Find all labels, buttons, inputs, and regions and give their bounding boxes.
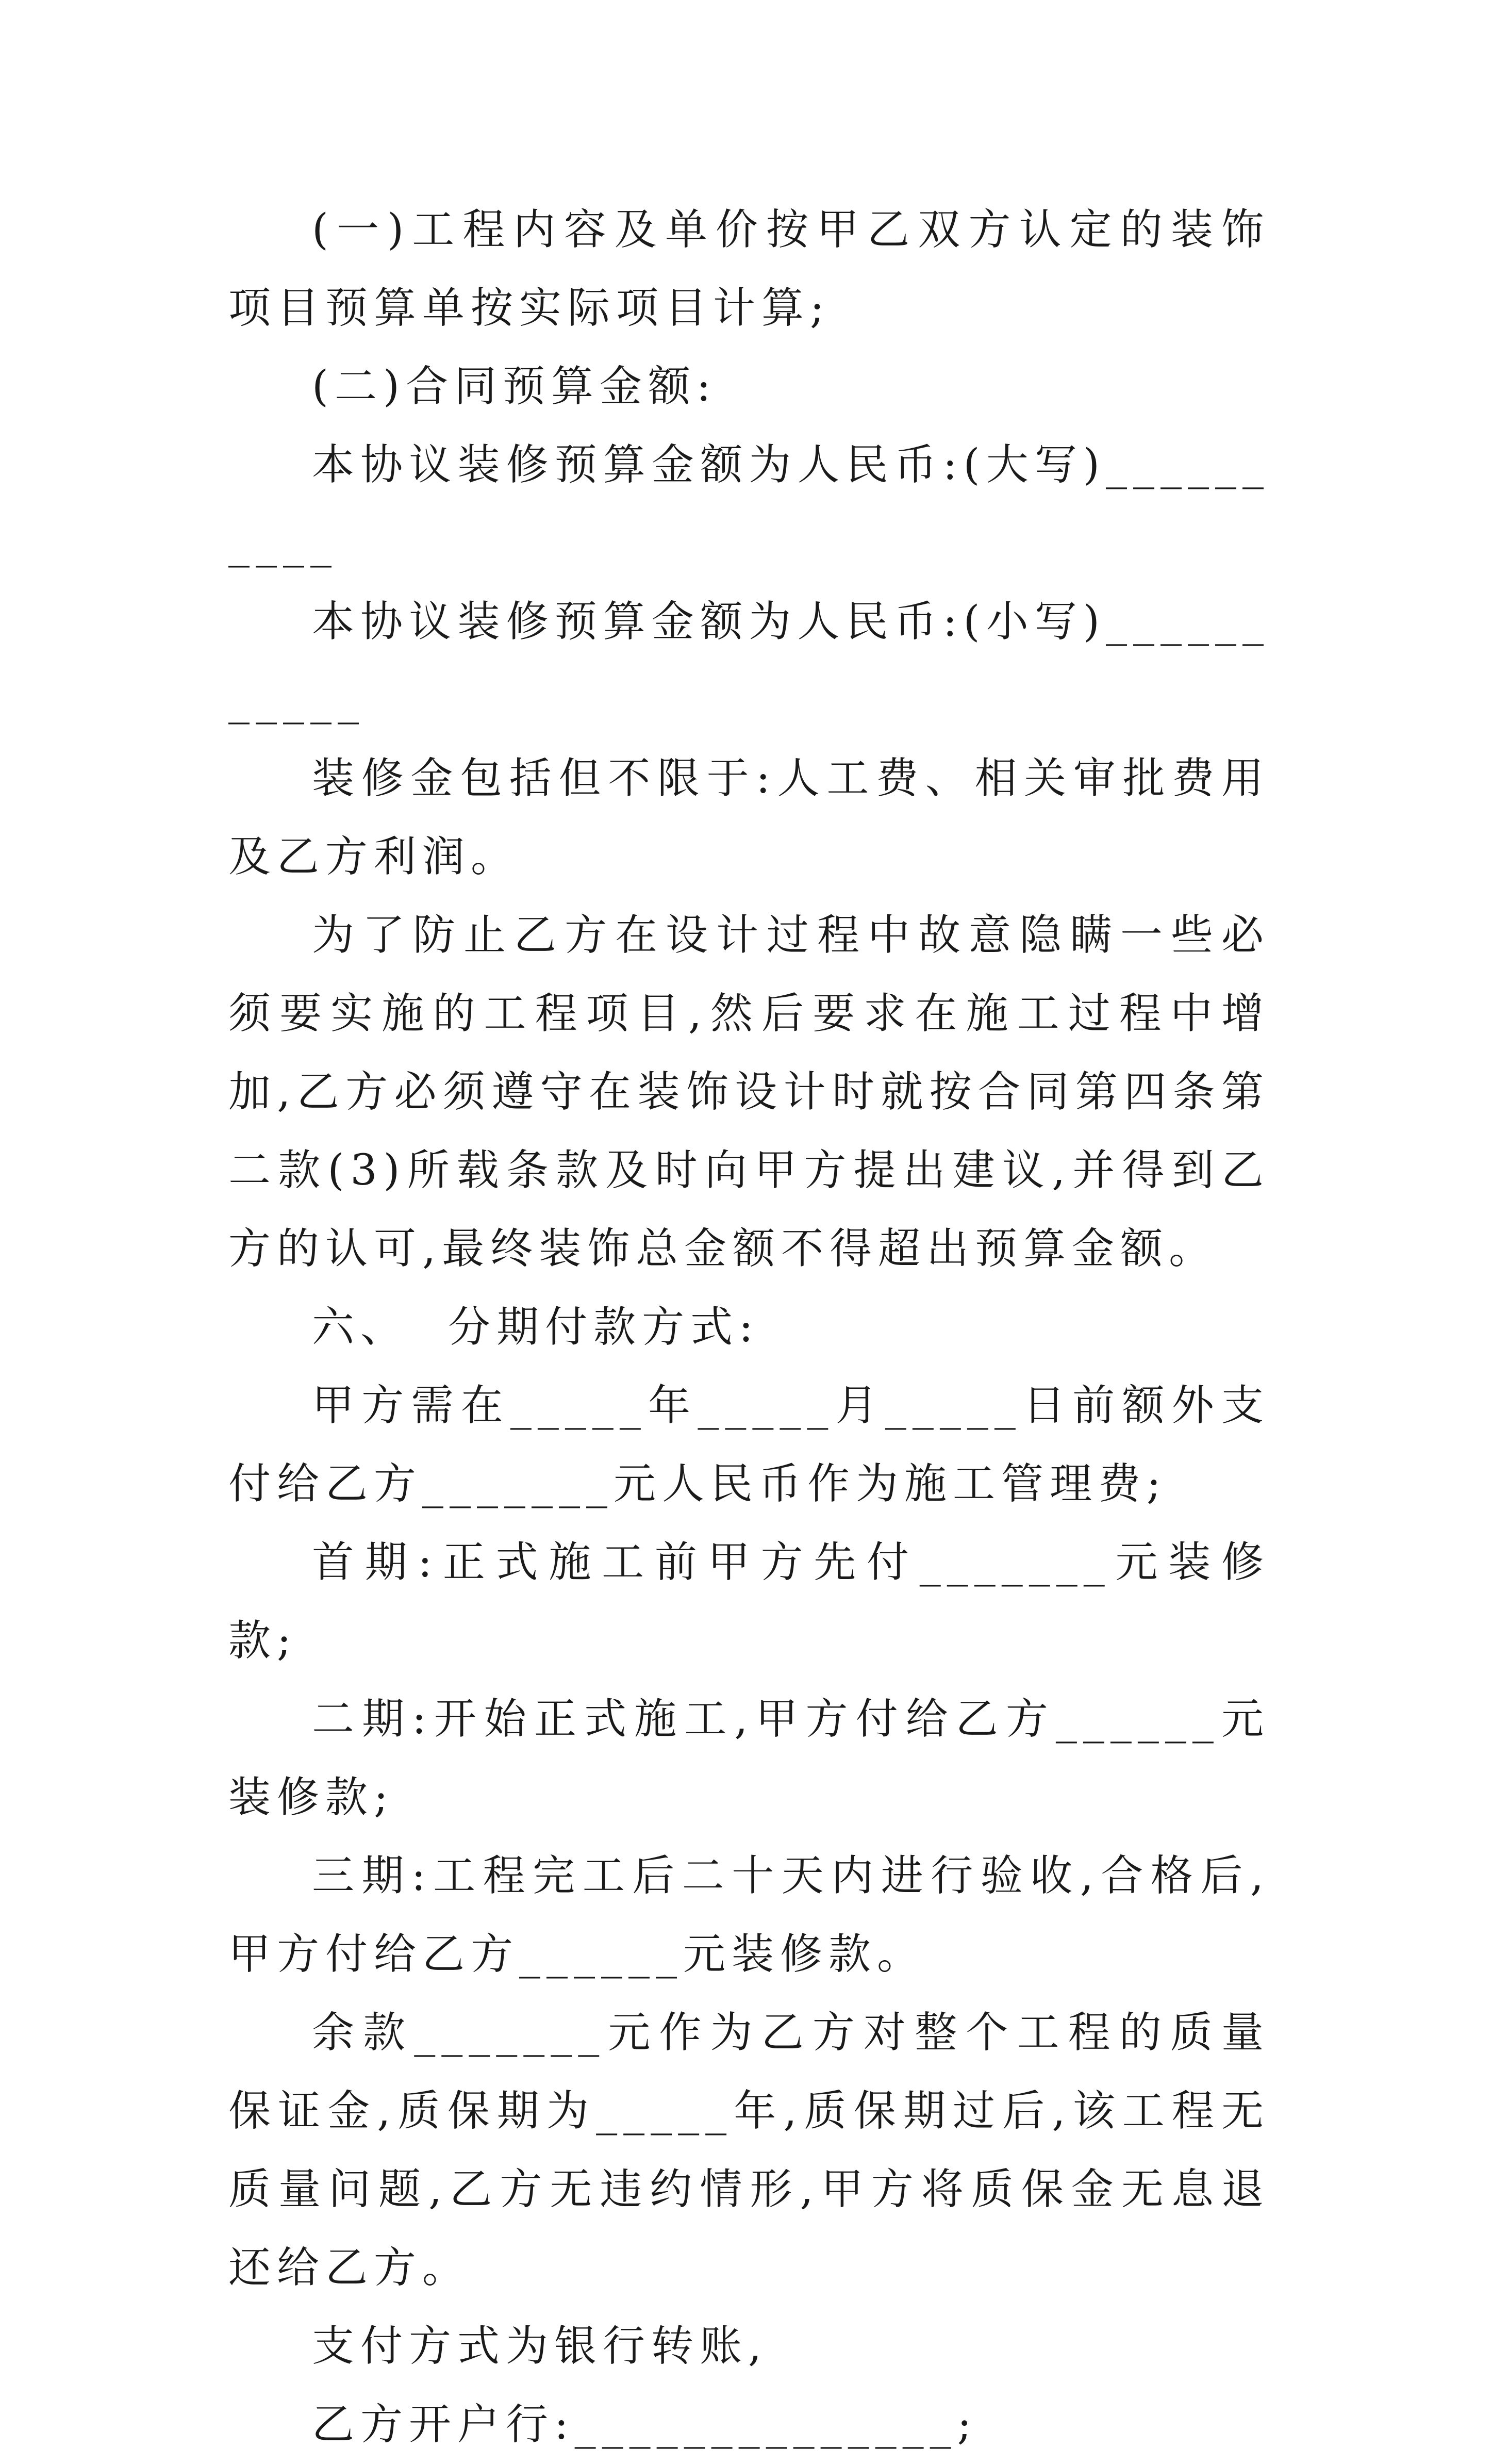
paragraph-fee-scope: 装修金包括但不限于:人工费、相关审批费用及乙方利润。 <box>228 754 1270 881</box>
paragraph-third-payment: 三期:工程完工后二十天内进行验收,合格后,甲方付给乙方______元装修款。 <box>228 1851 1270 1979</box>
paragraph-project-content: (一)工程内容及单价按甲乙双方认定的装饰项目预算单按实际项目计算; <box>228 205 1270 333</box>
contract-text-body <box>228 191 1270 2464</box>
paragraph-second-payment: 二期:开始正式施工,甲方付给乙方______元装修款; <box>228 1695 1270 1822</box>
paragraph-first-payment: 首期:正式施工前甲方先付_______元装修款; <box>228 1538 1270 1665</box>
paragraph-concealment-clause: 为了防止乙方在设计过程中故意隐瞒一些必须要实施的工程项目,然后要求在施工过程中增加,乙方必须遵守在装饰设计时就按合同第四条第二款(3)所载条款及时向甲方提出建议,并得到乙方的认可,最终装饰总金额不得超出预算金额。 <box>228 911 1270 1273</box>
paragraph-bank-account: 乙方开户行:______________; <box>312 2400 978 2449</box>
paragraph-budget-numeric: 本协议装修预算金额为人民币:(小写)___________ <box>228 597 1270 725</box>
paragraph-budget-heading: (二)合同预算金额: <box>312 362 717 411</box>
paragraph-retention-deposit: 余款_______元作为乙方对整个工程的质量保证金,质保期为_____年,质保期过后,该工程无质量问题,乙方无违约情形,甲方将质保金无息退还给乙方。 <box>228 2008 1270 2292</box>
paragraph-budget-capital: 本协议装修预算金额为人民币:(大写)__________ <box>228 440 1270 568</box>
section-heading-installment: 六、 分期付款方式: <box>312 1303 759 1352</box>
paragraph-payment-method: 支付方式为银行转账, <box>312 2322 768 2371</box>
paragraph-management-fee: 甲方需在_____年_____月_____日前额外支付给乙方_______元人民币作为施工管理费; <box>228 1381 1270 1508</box>
